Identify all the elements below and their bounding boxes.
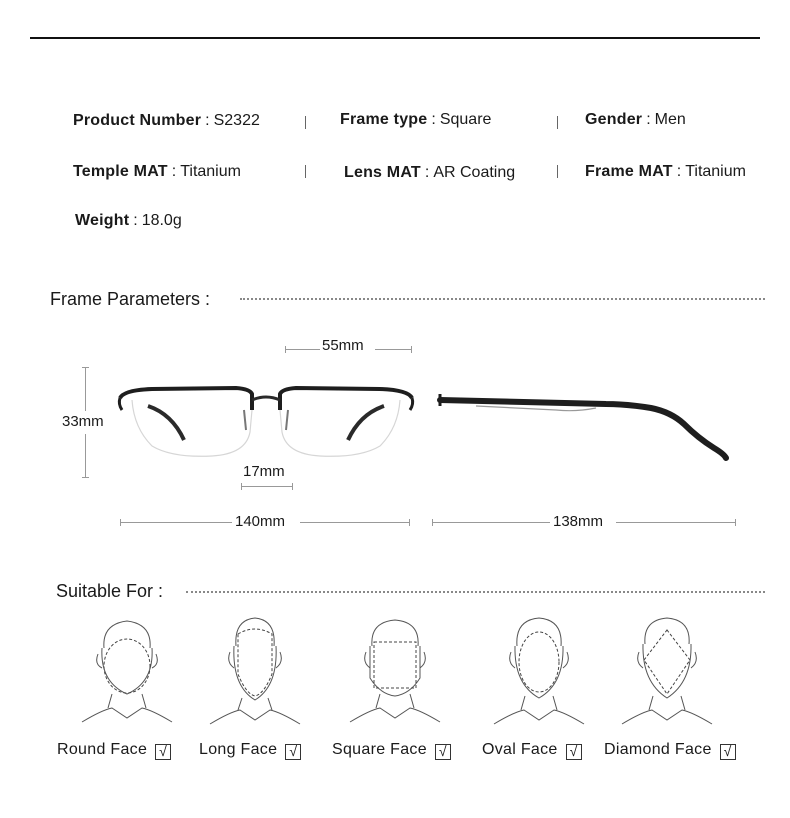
frame-hinge-left: [119, 398, 122, 410]
face-type-diamond: [604, 741, 736, 760]
face-shape-outline: [644, 630, 690, 694]
spec-value: Men: [654, 111, 686, 128]
neck-shoulders: [210, 698, 300, 724]
spec-weight: [75, 212, 182, 230]
dimension-line: [120, 522, 232, 523]
dimension-tick: [285, 346, 286, 353]
dimension-line: [616, 522, 736, 523]
face-type-long: [199, 741, 301, 760]
temple-length-label: 138mm: [553, 513, 604, 530]
check-box-icon: √: [720, 744, 736, 760]
frame-width-label: 140mm: [235, 513, 286, 530]
bridge-width-label: 17mm: [243, 463, 285, 480]
spec-colon: :: [171, 163, 177, 180]
check-box-icon: √: [155, 744, 171, 760]
head-outline: [515, 646, 563, 698]
spec-key: Frame MAT: [585, 163, 673, 180]
temple-arm-left: [148, 406, 184, 440]
spec-lens-mat: [344, 164, 515, 182]
spec-separator: [305, 165, 306, 178]
dotted-divider: [186, 591, 765, 593]
nose-pad-left: [244, 410, 246, 430]
ears: [638, 652, 697, 668]
dimension-tick: [241, 483, 242, 490]
spec-value: 18.0g: [141, 212, 182, 229]
square-face-icon: [340, 612, 450, 727]
diamond-face-icon: [612, 612, 722, 727]
head-outline: [102, 648, 152, 694]
glasses-front-view: [112, 380, 420, 462]
face-shape-outline: [374, 642, 416, 688]
spec-colon: :: [424, 164, 430, 181]
spec-temple-mat: [73, 163, 241, 181]
spec-colon: :: [646, 111, 651, 128]
neck-shoulders: [494, 696, 584, 724]
spec-separator: [305, 116, 306, 129]
spec-value: Titanium: [180, 163, 241, 180]
check-box-icon: √: [566, 744, 582, 760]
nose-pad-right: [286, 410, 288, 430]
spec-colon: :: [431, 111, 436, 128]
spec-gender: [585, 111, 686, 129]
glasses-side-view: [436, 388, 736, 464]
lens-width-label: 55mm: [322, 337, 364, 354]
spec-key: Temple MAT: [73, 163, 168, 180]
dimension-line: [85, 367, 86, 411]
dimension-tick: [409, 519, 410, 526]
face-label: Long Face: [199, 741, 278, 758]
face-shape-outline: [519, 632, 559, 692]
spec-frame-type: [340, 111, 491, 129]
temple-arm-right: [348, 406, 384, 440]
frame-top-right: [280, 388, 412, 410]
spec-value: Titanium: [685, 163, 746, 180]
spec-key: Frame type: [340, 111, 428, 128]
face-label: Round Face: [57, 741, 148, 758]
top-divider: [30, 37, 760, 39]
frame-parameters-heading: Frame Parameters :: [50, 289, 211, 309]
hair-outline: [645, 618, 689, 644]
ears: [510, 652, 569, 668]
dimension-tick: [735, 519, 736, 526]
spec-key: Gender: [585, 111, 643, 128]
neck-shoulders: [622, 696, 712, 724]
dimension-line: [300, 522, 410, 523]
suitable-for-heading: Suitable For :: [56, 581, 164, 601]
frame-top-left: [120, 388, 252, 410]
dotted-divider: [240, 298, 765, 300]
face-type-square: [332, 741, 451, 760]
spec-colon: :: [676, 163, 682, 180]
dimension-line: [285, 349, 320, 350]
spec-key: Weight: [75, 212, 130, 229]
spec-colon: :: [133, 212, 138, 229]
lens-height-label: 33mm: [62, 413, 104, 430]
check-box-icon: √: [285, 744, 301, 760]
frame-hinge-right: [410, 398, 413, 410]
hair-outline: [517, 618, 561, 646]
head-outline: [234, 646, 276, 700]
spec-value: AR Coating: [433, 164, 516, 181]
face-shape-outline: [238, 629, 272, 696]
face-shape-outline: [104, 639, 150, 693]
temple-arm: [440, 400, 726, 458]
neck-shoulders: [350, 694, 440, 722]
spec-key: Lens MAT: [344, 164, 421, 181]
dimension-line: [432, 522, 550, 523]
face-type-oval: [482, 741, 582, 760]
spec-product-number: [73, 112, 260, 130]
check-box-icon: √: [435, 744, 451, 760]
frame-bridge: [252, 397, 280, 400]
face-label: Diamond Face: [604, 741, 712, 758]
spec-separator: [557, 116, 558, 129]
temple-spring: [476, 406, 596, 411]
ears: [229, 652, 282, 668]
oval-face-icon: [484, 612, 594, 727]
spec-separator: [557, 165, 558, 178]
spec-key: Product Number: [73, 112, 202, 129]
face-type-round: [57, 741, 171, 760]
dimension-tick: [292, 483, 293, 490]
dimension-line: [241, 486, 293, 487]
face-label: Oval Face: [482, 741, 558, 758]
dimension-tick: [411, 346, 412, 353]
dimension-line: [85, 434, 86, 478]
spec-value: S2322: [213, 112, 260, 129]
face-label: Square Face: [332, 741, 427, 758]
long-face-icon: [200, 612, 310, 727]
spec-frame-mat: [585, 163, 746, 181]
round-face-icon: [72, 612, 182, 727]
spec-colon: :: [205, 112, 210, 129]
dimension-tick: [82, 477, 89, 478]
dimension-line: [375, 349, 412, 350]
spec-value: Square: [439, 111, 492, 128]
hair-outline: [104, 621, 150, 648]
neck-shoulders: [82, 694, 172, 722]
